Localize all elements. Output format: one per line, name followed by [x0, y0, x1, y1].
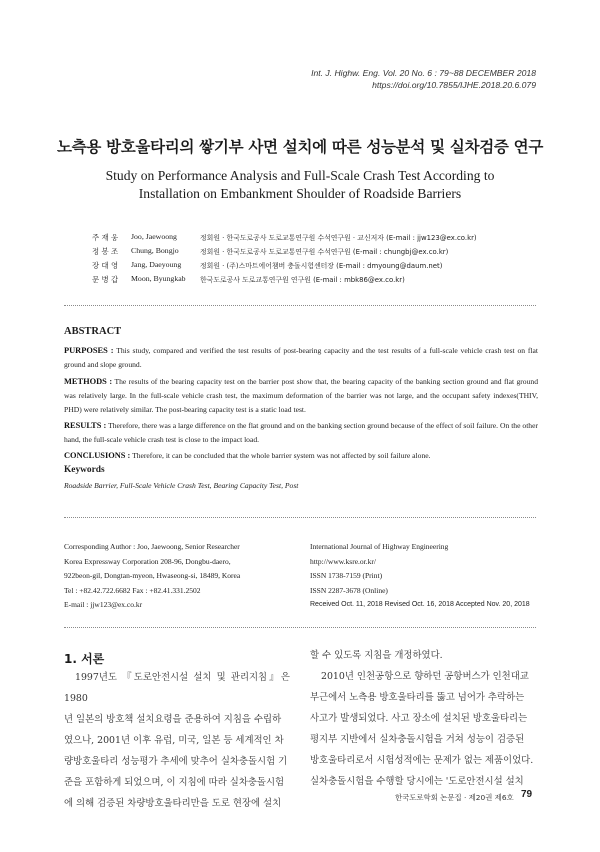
abstract-heading: ABSTRACT [64, 326, 122, 337]
methods-label: METHODS : [64, 377, 113, 386]
author-name-en: Moon, Byungkab [131, 274, 186, 283]
abstract-results [64, 419, 538, 447]
body-line: 부근에서 노측용 방호울타리를 뚫고 넘어가 추락하는 [310, 692, 525, 703]
address-line: 922beon-gil, Dongtan-myeon, Hwaseong-si, 18489, Korea [64, 571, 241, 580]
address-line: Korea Expressway Corporation 208-96, Dongbu-daero, [64, 556, 231, 566]
abstract-purposes [64, 344, 538, 372]
body-line: 에 의해 검증된 차량방호울타리만을 도로 현장에 설치 [64, 798, 282, 809]
purposes-label: PURPOSES : [64, 346, 114, 355]
conclusions-text: Therefore, it can be concluded that the whole barrier system was not affected by soil failure alone. [132, 451, 431, 460]
author-name-ko: 정 봉 조 [92, 247, 119, 256]
body-line: 방호울타리로서 시험성적에는 문제가 없는 제품이었다. [310, 755, 534, 766]
correspondence-block [64, 540, 240, 613]
author-row [0, 260, 600, 274]
author-row [0, 232, 600, 246]
accepted-label: Accepted [455, 601, 485, 608]
author-affiliation: 한국도로공사 도로교통연구원 연구원 (E-mail : mbk86@ex.co.kr) [200, 276, 405, 284]
divider [64, 305, 536, 306]
body-line: 2010년 인천공항으로 향하던 공항버스가 인천대교 [321, 671, 529, 682]
body-column-left [64, 667, 290, 814]
received-label: Received [310, 601, 340, 608]
korean-title: 노측용 방호울타리의 쌓기부 사면 설치에 따른 성능분석 및 실차검증 연구 [56, 138, 544, 156]
body-line: 사고가 발생되었다. 사고 장소에 설치된 방호울타리는 [310, 713, 528, 724]
abstract-methods [64, 375, 538, 417]
author-name-en: Jang, Daeyoung [131, 260, 182, 269]
body-line: 였으나, 2001년 이후 유럽, 미국, 일본 등 세계적인 차 [64, 735, 284, 746]
abstract-conclusions [64, 449, 538, 463]
doi-link[interactable]: https://doi.org/10.7855/IJHE.2018.20.6.079 [372, 80, 536, 90]
author-name-en: Chung, Bongjo [131, 246, 179, 255]
journal-url[interactable]: http://www.ksre.or.kr/ [310, 556, 376, 566]
body-line: 1997년도 『도로안전시설 설치 및 관리지침』은 1980 [64, 672, 290, 704]
results-text: Therefore, there was a large difference on the flat ground and on the banking section ground because of the effect of soil failure. On the other hand, the full-scale vehicle crash test is close to the impact load. [64, 421, 538, 444]
divider [64, 517, 536, 518]
divider [64, 627, 536, 628]
english-title-line2: Installation on Embankment Shoulder of Roadside Barriers [138, 186, 462, 201]
results-label: RESULTS : [64, 421, 107, 430]
author-affiliation: 정회원 · 한국도로공사 도로교통연구원 수석연구원 · 교신저자 (E-mail : jjw123@ex.co.kr) [200, 234, 477, 242]
accepted-date: Nov. 20, 2018 [486, 601, 530, 608]
author-affiliation: 정회원 · (주)스마트에어챔버 충돌시험센터장 (E-mail : dmyoung@daum.net) [200, 262, 443, 270]
body-line: 년 일본의 방호책 설치요령을 준용하여 지침을 수립하 [64, 714, 282, 725]
english-title-line1: Study on Performance Analysis and Full-Scale Crash Test According to [105, 168, 495, 183]
revised-label: Revised [384, 601, 410, 608]
received-date: Oct. 11, 2018 [341, 601, 383, 608]
corresponding-author: Corresponding Author : Joo, Jaewoong, Senior Researcher [64, 542, 240, 551]
keywords-heading: Keywords [64, 465, 105, 475]
conclusions-label: CONCLUSIONS : [64, 451, 131, 460]
body-line: 할 수 있도록 지침을 개정하였다. [310, 650, 443, 661]
author-row [0, 246, 600, 260]
journal-citation: Int. J. Highw. Eng. Vol. 20 No. 6 : 79~88 DECEMBER 2018 [311, 68, 536, 78]
body-line: 량방호울타리 성능평가 추세에 맞추어 실차충돌시험 기 [64, 756, 288, 767]
revised-date: Oct. 16, 2018 [411, 601, 454, 608]
body-line: 평지부 지반에서 실차충돌시험을 거쳐 성능이 검증된 [310, 734, 525, 745]
keywords-list: Roadside Barrier, Full-Scale Vehicle Crash Test, Bearing Capacity Test, Post [64, 481, 299, 490]
author-name-ko: 문 병 갑 [92, 275, 119, 284]
methods-text: The results of the bearing capacity test on the barrier post show that, the bearing capacity of the banking section ground and flat ground was relatively large. In the full-scale vehicle crash test, the maximum deformation of the barrier was not large, and the occupant safety indexes(THIV, PHD) were relatively similar. The post-bearing capacity test is a static load test. [64, 377, 538, 414]
issn-online: ISSN 2287-3678 (Online) [310, 585, 388, 595]
section-heading: 1. 서론 [64, 652, 105, 666]
author-name-ko: 주 재 웅 [92, 233, 119, 242]
received-dates [310, 598, 530, 613]
body-line: 실차충돌시험을 수행할 당시에는 '도로안전시설 설치 [310, 776, 524, 787]
journal-info-block [310, 540, 530, 613]
footer-journal-issue: 한국도로학회 논문집 · 제20권 제6호 [395, 793, 514, 802]
author-affiliation: 정회원 · 한국도로공사 도로교통연구원 수석연구원 (E-mail : chungbj@ex.co.kr) [200, 248, 449, 256]
body-line: 준을 포함하게 되었으며, 이 지침에 따라 실차충돌시험 [64, 777, 285, 788]
issn-print: ISSN 1738-7159 (Print) [310, 571, 383, 580]
author-name-ko: 장 대 영 [92, 261, 119, 270]
author-row [0, 274, 600, 288]
phone-fax: Tel : +82.42.722.6682 Fax : +82.41.331.2502 [64, 585, 201, 595]
journal-name: International Journal of Highway Engineering [310, 542, 449, 551]
body-column-right [310, 645, 538, 792]
email-link[interactable]: E-mail : jjw123@ex.co.kr [64, 600, 143, 609]
purposes-text: This study, compared and verified the test results of post-bearing capacity and the test results of a full-scale vehicle crash test on flat ground and slope ground. [64, 346, 538, 369]
author-name-en: Joo, Jaewoong [131, 232, 177, 241]
page-number: 79 [521, 789, 533, 800]
